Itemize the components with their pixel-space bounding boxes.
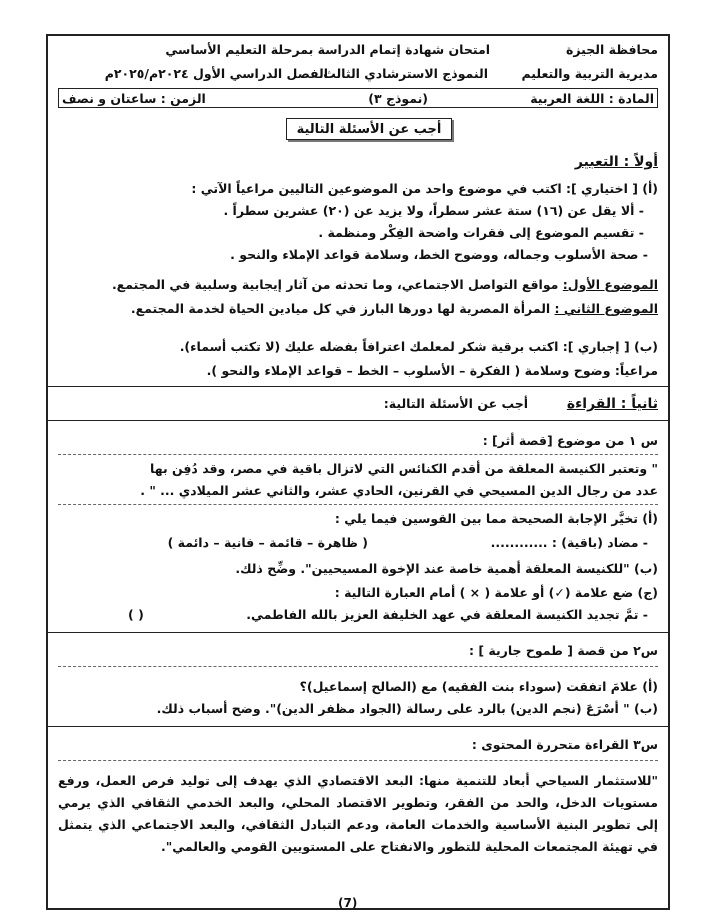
divider-4 — [48, 726, 668, 727]
exam-page — [46, 34, 670, 910]
header-line-1 — [58, 42, 658, 57]
q1-c: (ج) ضع علامة (✓) أو علامة ( × ) أمام العبارة التالية : — [334, 585, 658, 600]
section1-b-note: مراعياً: وضوح وسلامة ( الفكرة – الأسلوب – الخط – قواعد الإملاء والنحو ). — [206, 363, 658, 378]
topic-1 — [58, 276, 658, 294]
q1-c-row — [58, 606, 658, 624]
q1-passage-1: " وتعتبر الكنيسة المعلقة من أقدم الكنائس التي لاتزال باقية في مصر، وقد دُفِن بها — [150, 461, 658, 476]
header-line-2 — [58, 66, 658, 81]
term: الفصل الدراسي الأول ٢٠٢٤م/٢٠٢٥م — [104, 66, 328, 81]
topic-1-text: مواقع التواصل الاجتماعي، وما تحدثه من آثار إيجابية وسلبية في المجتمع. — [111, 277, 559, 292]
subject: المادة : اللغة العربية — [530, 91, 654, 106]
q1-title: س ١ من موضوع [قصة أثر] : — [482, 433, 658, 448]
q1-passage-2: عدد من رجال الدين المسيحي في القرنين، الحادي عشر، والثاني عشر الميلادي ... " . — [140, 483, 658, 498]
q2-dotted-line — [58, 666, 658, 667]
governorate: محافظة الجيزة — [566, 42, 658, 57]
section1-a-intro: (أ) [ اختياري ]: اكتب في موضوع واحد من الموضوعين التاليين مراعياً الآتي : — [191, 181, 658, 196]
q3-title: س٣ القراءة متحررة المحتوى : — [471, 737, 658, 752]
q2-title: س٢ من قصة [ طموح جارية ] : — [468, 643, 658, 658]
divider-3 — [48, 632, 668, 633]
model-name: النموذج الاسترشادي الثالث — [323, 66, 488, 81]
directorate: مديرية التربية والتعليم — [521, 66, 658, 81]
divider-1 — [48, 386, 668, 387]
topic-1-label: الموضوع الأول: — [562, 277, 658, 292]
answer-title: أجب عن الأسئلة التالية — [286, 118, 452, 140]
q1-dotted-line-2 — [58, 504, 658, 505]
topic-2-label: الموضوع الثاني : — [554, 301, 658, 316]
q1-a-choices: ( ظاهرة – قائمة – فانية – دائمة ) — [167, 535, 368, 550]
q1-c-item: - تمَّ تجديد الكنيسة المعلقة في عهد الخليفة العزيز بالله الفاطمي. — [246, 607, 648, 622]
divider-2 — [48, 420, 668, 421]
header-line-3 — [58, 91, 658, 106]
section1-a-point-1: - ألا يقل عن (١٦) ستة عشر سطراً، ولا يزيد عن (٢٠) عشرين سطراً . — [223, 203, 644, 218]
section1-title: أولاً : التعبير — [574, 154, 658, 170]
q1-a-item: - مضاد (باقية) : ............ — [490, 535, 648, 550]
q2-b: (ب) " أسْرَعَ (نجم الدين) بالرد على رسالة (الجواد مظفر الدين)". وضح أسباب ذلك. — [156, 701, 658, 716]
section1-b: (ب) [ إجباري ]: اكتب برقية شكر لمعلمك اعترافاً بفضله عليك (لا تكتب أسماء). — [179, 339, 658, 354]
q1-a-row — [58, 534, 658, 552]
q1-a: (أ) تخيَّر الإجابة الصحيحة مما بين القوسين فيما يلي : — [334, 511, 658, 526]
section2-instruction: أجب عن الأسئلة التالية: — [383, 396, 528, 411]
section1-a-point-3: - صحة الأسلوب وجماله، ووضوح الخط، وسلامة قواعد الإملاء والنحو . — [230, 247, 648, 262]
section1-a-point-2: - تقسيم الموضوع إلى فقرات واضحة الفِكْر ومنظمة . — [318, 225, 644, 240]
q2-a: (أ) علامَ اتفقت (سوداء بنت الفقيه) مع (الصالح إسماعيل)؟ — [299, 679, 658, 694]
q1-dotted-line — [58, 454, 658, 455]
exam-title: امتحان شهادة إتمام الدراسة بمرحلة التعليم الأساسي — [165, 42, 490, 57]
q3-dotted-line — [58, 760, 658, 761]
exam-time: الزمن : ساعتان و نصف — [62, 91, 206, 106]
page-number: (7) — [338, 896, 358, 910]
topic-2 — [58, 300, 658, 318]
model-number: (نموذج ٣) — [368, 91, 428, 106]
topic-2-text: المرأة المصرية لها دورها البارز في كل ميادين الحياة لخدمة المجتمع. — [130, 301, 551, 316]
q1-c-paren: ( ) — [128, 607, 144, 622]
q3-passage: "للاستثمار السياحي أبعاد للتنمية منها: البعد الاقتصادي الذي يهدف إلى توليد فرص العمل، ورفع مستويات الدخل، والحد من الفقر، وتطوير الاقتصاد المحلي، والبعد الخدمي الثقافي الذي يرمي إلى تطوير البنية الأساسية والخدمات العامة، ودعم التبادل الثقافي، والبعد الاجتماعي الذي يتمثل في تهيئة المجتمعات المحلية للتطور والانفتاح على المستويين القومي والعالمي". — [58, 773, 658, 854]
q1-b: (ب) "للكنيسة المعلقة أهمية خاصة عند الإخوة المسيحيين". وضِّح ذلك. — [235, 561, 658, 576]
section2-title: ثانياً : القراءة أجب عن الأسئلة التالية: — [383, 396, 658, 412]
